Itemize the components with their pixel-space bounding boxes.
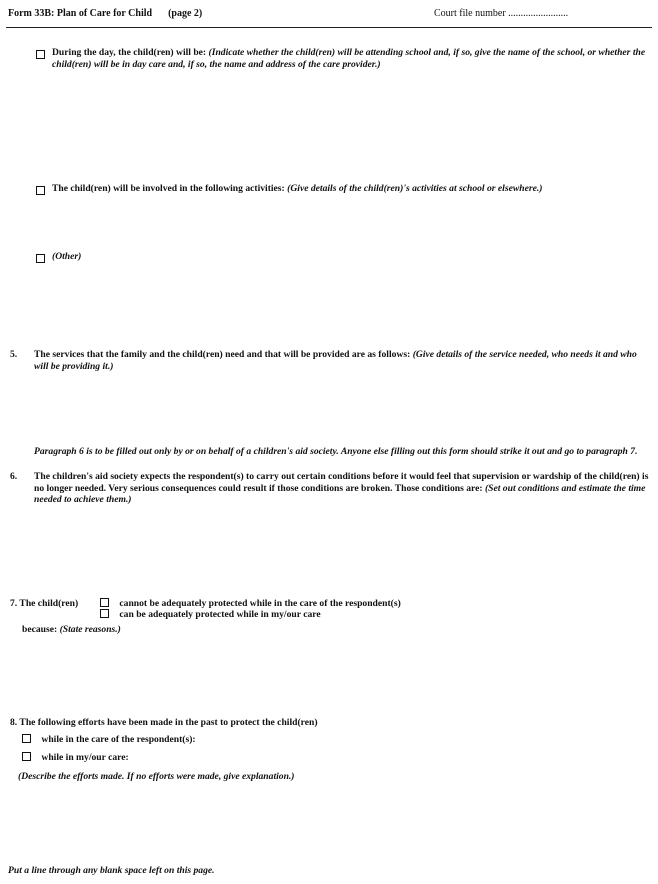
section-5-number: 5. <box>10 349 18 360</box>
section-8-instructions: (Describe the efforts made. If no efforts were made, give explanation.) <box>18 771 295 782</box>
court-file-label: Court file number <box>434 8 506 19</box>
section-7-option-2-label: can be adequately protected while in my/our care <box>119 609 321 620</box>
section-8-option-2-label: while in my/our care: <box>41 752 129 763</box>
section-7-option-2-checkbox[interactable] <box>100 609 109 618</box>
section-5-text: The services that the family and the child(ren) need and that will be provided are as follows: <box>34 349 411 360</box>
section-7-option-1 <box>100 598 401 610</box>
section-8-lead: 8. The following efforts have been made in the past to protect the child(ren) <box>10 717 318 728</box>
form-title <box>8 8 202 20</box>
form-title-text: Form 33B: Plan of Care for Child <box>8 8 153 19</box>
section-7-because <box>22 624 121 636</box>
other-checkbox[interactable] <box>36 254 45 263</box>
section-5-instructions: (Give details of the service needed, who needs it and who will be providing it.) <box>34 349 637 372</box>
section-7-lead: 7. The child(ren) <box>10 598 79 609</box>
court-file-field[interactable]: ........................ <box>508 8 569 19</box>
activities-checkbox[interactable] <box>36 186 45 195</box>
section-6-text: The children's aid society expects the respondent(s) to carry out certain conditions before it would feel that supervision or wardship of the child(ren) is no longer needed. Very serious consequences could result if those conditions are broken. Those conditions are: <box>34 471 649 494</box>
section-6-paragraph <box>34 471 650 506</box>
daytime-checkbox[interactable] <box>36 50 45 59</box>
section-7-option-2 <box>100 609 321 621</box>
section-8-option-1-checkbox[interactable] <box>22 734 31 743</box>
court-file-number <box>434 8 568 20</box>
header-rule <box>6 27 652 28</box>
paragraph-6-note: Paragraph 6 is to be filled out only by or on behalf of a children's aid society. Anyone else filling out this form should strike it out and go to paragraph 7. <box>34 446 638 457</box>
section-7-option-1-checkbox[interactable] <box>100 598 109 607</box>
daytime-instructions: (Indicate whether the child(ren) will be attending school and, if so, give the name of the school, or whether the child(ren) will be in day care and, if so, the name and address of the care provider.) <box>52 47 646 70</box>
activities-paragraph <box>52 183 652 195</box>
because-label: because: <box>22 624 58 635</box>
footer-note: Put a line through any blank space left on this page. <box>8 865 215 876</box>
other-label: (Other) <box>52 251 82 262</box>
because-instructions: (State reasons.) <box>59 624 121 635</box>
daytime-text: During the day, the child(ren) will be: <box>52 47 207 58</box>
section-5-paragraph <box>34 349 650 372</box>
section-8-option-1 <box>22 734 196 746</box>
section-6-number: 6. <box>10 471 18 482</box>
section-8-option-2 <box>22 752 129 764</box>
section-8-option-1-label: while in the care of the respondent(s): <box>41 734 196 745</box>
activities-instructions: (Give details of the child(ren)'s activities at school or elsewhere.) <box>287 183 543 194</box>
section-6-instructions: (Set out conditions and estimate the time needed to achieve them.) <box>34 482 646 505</box>
section-7-option-1-label: cannot be adequately protected while in the care of the respondent(s) <box>119 598 401 609</box>
section-8-option-2-checkbox[interactable] <box>22 752 31 761</box>
page-indicator: (page 2) <box>168 8 203 19</box>
activities-text: The child(ren) will be involved in the following activities: <box>52 183 285 194</box>
daytime-paragraph <box>52 47 652 70</box>
